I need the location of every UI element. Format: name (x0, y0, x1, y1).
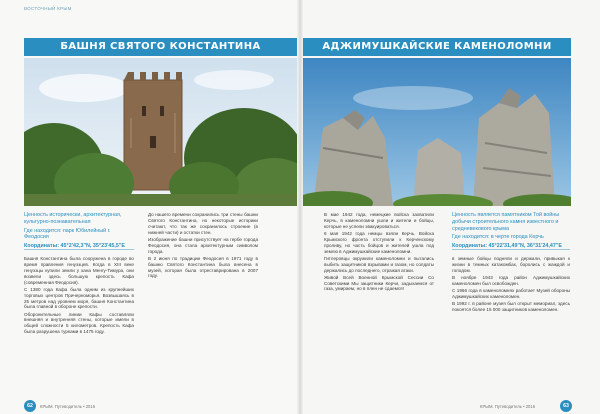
left-page-title: БАШНЯ СВЯТОГО КОНСТАНТИНА (24, 38, 297, 56)
monument-image (303, 58, 571, 206)
paragraph: 6 мая 1942 года немцы взяли Керчь. Войска Крымского фронта отступили к Керченскому проливу, но часть бойцов и жителей ушла под землю в Аджимушкайские каменоломни. (324, 230, 434, 254)
left-column-1 (24, 256, 134, 336)
value-text: Ценность является памятником Той войны добычи строительного камня известного и средневекового крыма (452, 212, 560, 232)
value-text: Ценность исторически, архитектурная, культурно-познавательная (24, 212, 122, 225)
paragraph: В 2 июня по традиции Феодосия в 1971 году в башню Святого Константина была внесена в музей, которая была отреставрирована в 2007 году. (148, 255, 258, 279)
right-column-2 (452, 256, 570, 314)
paragraph: Изображение башни присутствует на гербе города Феодосия, она стала архитектурным символом города. (148, 236, 258, 254)
paragraph: Башня Константина была сооружена в городе во время правления генуэзцев. Когда в XIII веке генуэзцы купили земли у хана Менгу-Тимура, они возвели здесь большую крепость Кафа (современная Феодосия). (24, 256, 134, 285)
paragraph: С 1966 года в каменоломнях работает Музей обороны Аджимушкайских каменоломен. (452, 287, 570, 299)
page-number: 62 (24, 400, 36, 412)
divider (452, 249, 570, 250)
paragraph: Оборонительные линии Кафы составляли внешняя и внутренняя стены, которые имели в общей сложности 5 километров. Крепость Кафа была разрушена турками в 1475 году. (24, 311, 134, 335)
right-column-1 (324, 212, 434, 294)
monument-photo (303, 58, 571, 206)
paragraph: Живой Всей Военной Крымской Сессии Со Советскими Мы защитники Керчи, задыхаемся от газа, умираем, но в плен не сдаемся! (324, 274, 434, 292)
paragraph: Гитлеровцы окружили каменоломни и пытались выбить защитников взрывами и газом, но солдаты держались до последнего, отражая атаки. (324, 255, 434, 273)
paragraph: До нашего времени сохранились три стены башни Святого Константина, но некоторые историки считают, что так же сохранилось строение (в нижней части) и остатки стен. (148, 212, 258, 235)
paragraph: В ноябре 1943 года район Аджимушкайских каменоломен был освобожден. (452, 274, 570, 286)
page-number: 63 (560, 400, 572, 412)
paragraph: В 1992 г. в районе музея был открыт мемориал, здесь покоятся более 15 000 защитников каменоломен. (452, 300, 570, 312)
tower-photo (24, 58, 297, 206)
location-text: Где находится: парк Юбилейный г. Феодосия (24, 227, 111, 241)
right-caption (452, 212, 570, 250)
coords-text: Координаты: 45°2'42,3"N, 35°23'45,5"E (24, 243, 126, 250)
folio: КРЫМ. Путеводитель • 2016 (40, 404, 96, 409)
divider (24, 249, 134, 250)
left-column-2 (148, 212, 258, 281)
paragraph: С 1380 года Кафа была одним из крупнейших торговых центров Причерноморья. Возвышаясь в 25 метров над уровнем моря, башня Константина была главной в обороне крепости. (24, 286, 134, 310)
running-header: ВОСТОЧНЫЙ КРЫМ (24, 6, 72, 11)
paragraph: в земные бойцы подняли и держали, привыкая к жизни в темных катакомбах, боролись с жаждой и голодом. (452, 256, 570, 273)
gutter (297, 0, 303, 414)
right-page (300, 0, 600, 414)
tower-image (24, 58, 297, 206)
location-text: Где находится: в черте города Керчь (452, 234, 544, 241)
right-page-title: АДЖИМУШКАЙСКИЕ КАМЕНОЛОМНИ (303, 38, 571, 56)
paragraph: В мае 1942 года, немецкие войска захватили Керчь, в каменоломни ушли и жители и бойцы, которые не успели эвакуироваться. (324, 212, 434, 229)
left-caption (24, 212, 134, 250)
coords-text: Координаты: 45°22'31,49"N, 36°31'24,47"E (452, 243, 562, 250)
folio: КРЫМ. Путеводитель • 2016 (480, 404, 536, 409)
